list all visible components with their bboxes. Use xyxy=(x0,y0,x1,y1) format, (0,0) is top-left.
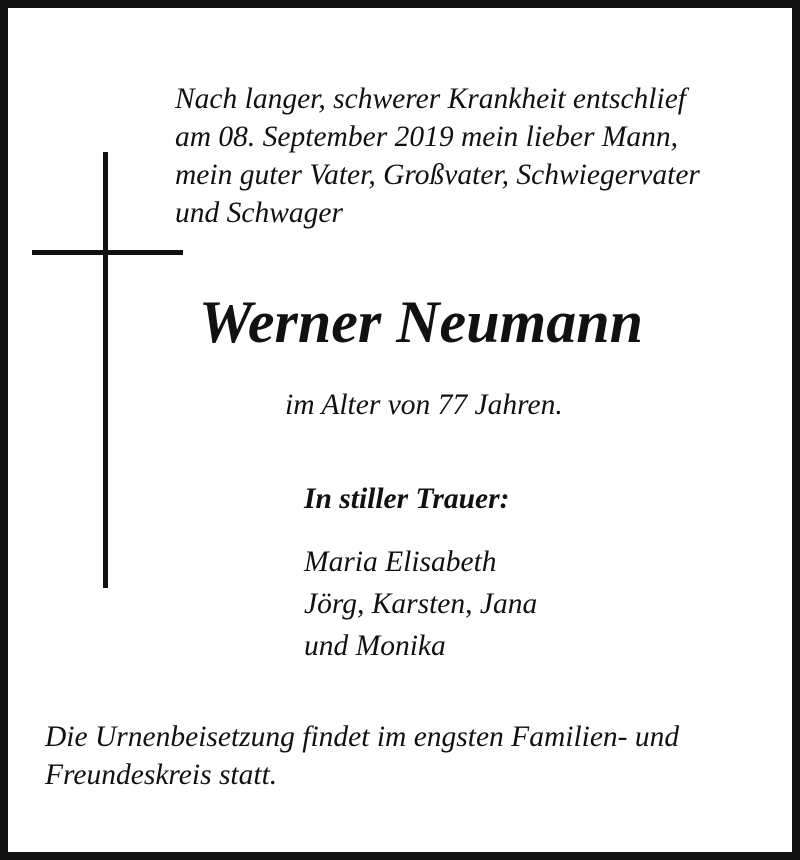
age-text: im Alter von 77 Jahren. xyxy=(285,389,563,421)
deceased-name: Werner Neumann xyxy=(199,289,643,355)
cross-horizontal-bar xyxy=(32,250,183,255)
burial-note: Die Urnenbeisetzung findet im engsten Familien- und Freundeskreis statt. xyxy=(45,721,680,791)
intro-text: Nach langer, schwerer Krankheit entschlief am 08. September 2019 mein lieber Mann, mein guter Vater, Großvater, Schwiegervater und Schwager xyxy=(175,83,700,229)
cross-vertical-bar xyxy=(103,152,108,588)
mourners-list: Maria Elisabeth Jörg, Karsten, Jana und Monika xyxy=(304,546,538,662)
mourning-heading: In stiller Trauer: xyxy=(304,483,510,515)
